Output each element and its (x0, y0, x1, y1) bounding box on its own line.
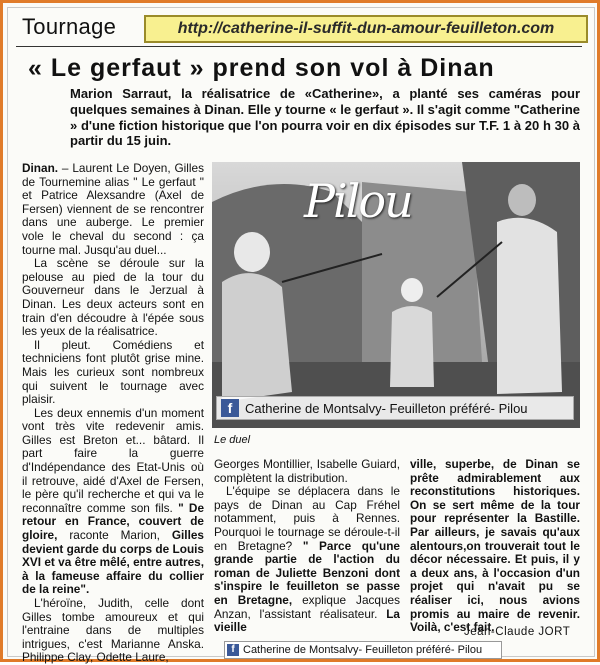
col2-paragraph-2: L'équipe se déplacera dans le pays de Dinan au Cap Fréhel notamment, puis à Rennes. Pourquoi le tournage se déroule-t-il en Bretagne? (214, 484, 400, 553)
col1-paragraph-2: La scène se déroule sur la pelouse au pied de la tour du Gouverneur dans le Jerzual à Dinan. Les deux acteurs sont en train d'en découdre à l'épée sous les yeux de la réalisatrice. (22, 256, 204, 339)
col1-quote-1: " De retour en France, couvert de gloire, (22, 500, 205, 543)
facebook-icon: f (221, 399, 239, 417)
col1-quote-2: Gilles devient garde du corps de Louis XVI et va être mêlé, entre autres, à la fameuse affaire du collier de la reine". (22, 528, 204, 597)
col2-quote-2: La vieille (214, 606, 400, 635)
facebook-banner-label: Catherine de Montsalvy- Feuilleton préféré- Pilou (245, 400, 528, 416)
col1-paragraph-4: Les deux ennemis d'un moment vont très vite redevenir amis. Gilles est Breton et... bâtard. Il part faire la guerre d'Indépendance des Etat-Unis où il retrouve, aidé d'Axel de Fersen, le père qu'il recherche et qui va le reconnaître comme son fils. (22, 405, 204, 515)
col1-paragraph-5: L'héroïne, Judith, celle dont Gilles tombe amoureux et qui l'entraine dans de multiples intrigues, c'est Marianne Anska. Philippe Clay, Odette Laure, (22, 596, 204, 665)
col1-paragraph-1: – Laurent Le Doyen, Gilles de Tournemine alias " Le gerfaut " et Patrice Alexsandre (Axel de Fersen) viennent de se rencontrer dans une auberge. Le premier vole le cheval du second : ça tourne mal. Jusqu'au duel... (22, 161, 204, 257)
pilou-watermark: Pilou (304, 174, 412, 228)
website-url[interactable]: http://catherine-il-suffit-dun-amour-feuilleton.com (144, 15, 588, 43)
photo-caption: Le duel (214, 434, 251, 446)
article-column-1 (22, 162, 204, 665)
duel-photo (212, 162, 580, 428)
col2-attribution: explique Jacques Anzan, l'assistant réalisateur. (214, 592, 400, 621)
footer-facebook-icon: f (227, 644, 239, 656)
facebook-banner[interactable] (216, 396, 574, 420)
header-rule (16, 46, 582, 47)
col1-paragraph-3: Il pleut. Comédiens et techniciens font plutôt grise mine. Mais les curieux sont nombreux qui suivent le tournage avec plaisir. (22, 337, 204, 407)
article-column-3 (410, 458, 580, 635)
dateline: Dinan. (22, 161, 59, 175)
col2-paragraph-1: Georges Montillier, Isabelle Guiard, complètent la distribution. (214, 457, 400, 485)
author-signature: Jean-Claude JORT (464, 626, 571, 638)
header-bar (12, 14, 582, 44)
footer-facebook-label: Catherine de Montsalvy- Feuilleton préféré- Pilou (243, 644, 483, 656)
col1-attribution: raconte Marion, (57, 528, 160, 543)
col3-paragraph-1: ville, superbe, de Dinan se prête admirablement aux reconstitutions historiques. On se sert même de la tour pour représenter la Bastille. Par ailleurs, je savais qu'aux alentours,on trouverait tout le décor nécessaire. Et puis, il y a deux ans, à l'occasion d'un projet qui n'avait pu se réaliser ici, nous avions promis au maire de revenir. Voilà, c'est fait. (410, 457, 580, 635)
section-tag: Tournage (22, 14, 117, 39)
article-column-2 (214, 458, 400, 635)
footer-facebook-banner[interactable] (224, 641, 502, 659)
col2-quote-1: " Parce qu'une grande partie de l'action du roman de Juliette Benzoni dont s'inspire le feuilleton se passe en Bretagne, (214, 538, 400, 607)
headline: « Le gerfaut » prend son vol à Dinan (28, 54, 495, 82)
lead-paragraph: Marion Sarraut, la réalisatrice de «Catherine», a planté ses caméras pour quelques semaines à Dinan. Elle y tourne « le gerfaut ». Il s'agit comme "Catherine » d'une fiction historique que l'on pourra voir en dix épisodes sur T.F. 1 à 20 h 30 à partir du 15 juin. (70, 86, 580, 149)
